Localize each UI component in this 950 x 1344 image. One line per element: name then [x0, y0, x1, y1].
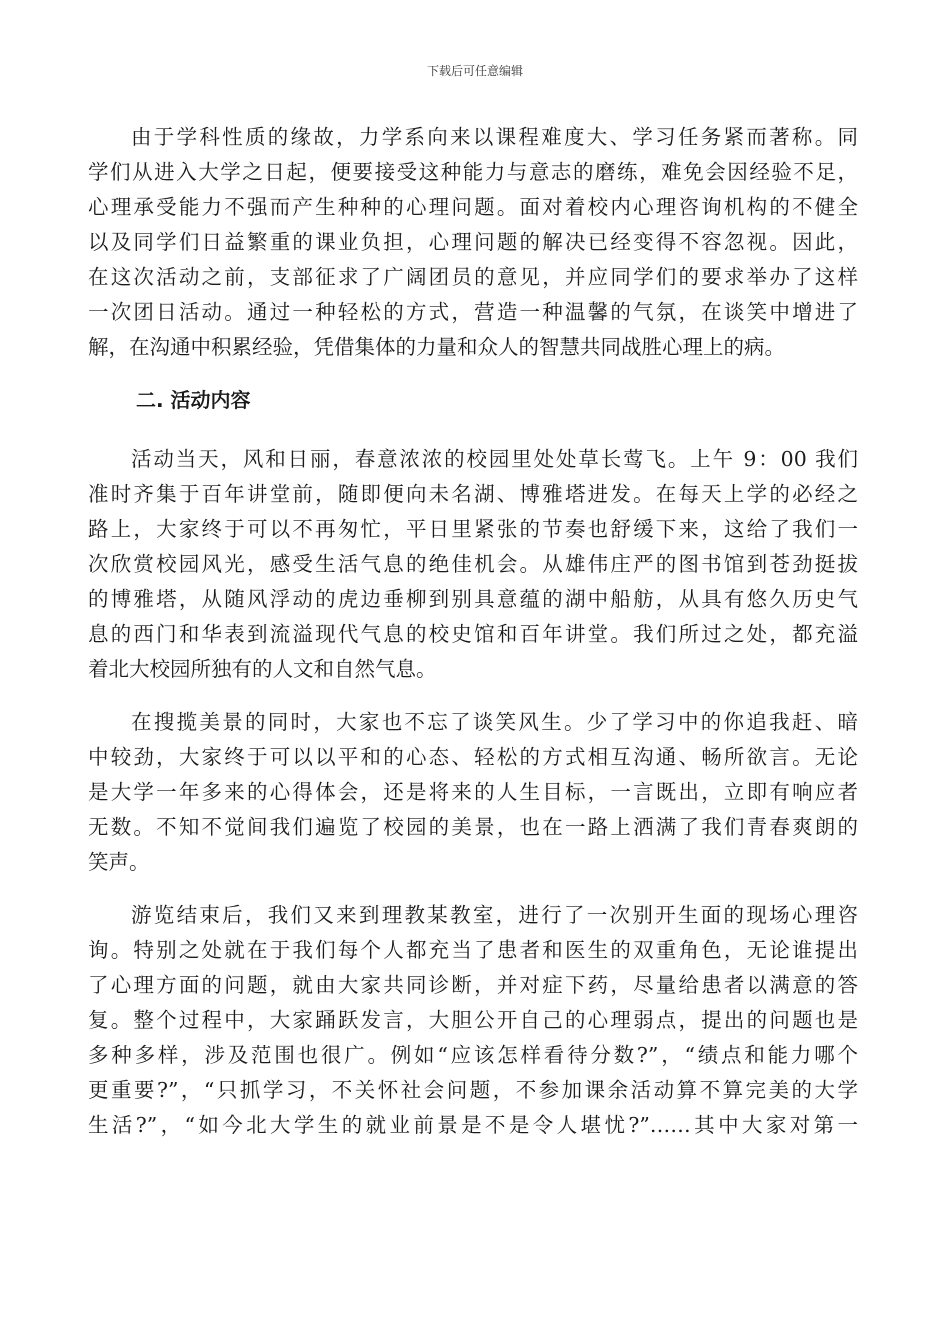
- text-line: 笑声。: [88, 850, 150, 874]
- text-line: 了心理方面的问题，就由大家共同诊断，并对症下药，尽量给患者以满意的答: [88, 973, 858, 997]
- paragraph-activity-day: [88, 442, 858, 687]
- text-line: 以及同学们日益繁重的课业负担，心理问题的解决已经变得不容忽视。因此，: [88, 230, 858, 254]
- text-line: 息的西门和华表到流溢现代气息的校史馆和百年讲堂。我们所过之处，都充溢: [88, 622, 858, 646]
- text-line: 由于学科性质的缘故，力学系向来以课程难度大、学习任务紧而著称。同: [131, 125, 858, 149]
- text-line: 的博雅塔，从随风浮动的虎边垂柳到别具意蕴的湖中船舫，从具有悠久历史气: [88, 587, 858, 611]
- section-heading: 二. 活动内容: [136, 388, 251, 412]
- text-line: 是大学一年多来的心得体会，还是将来的人生目标，一言既出，立即有响应者: [88, 780, 858, 804]
- page-header: 下载后可任意编辑: [426, 64, 523, 78]
- text-line: 询。特别之处就在于我们每个人都充当了患者和医生的双重角色，无论谁提出: [88, 938, 858, 962]
- text-line: 活动当天，风和日丽，春意浓浓的校园里处处草长莺飞。上午 9：00 我们: [131, 447, 858, 471]
- text-line: 路上，大家终于可以不再匆忙，平日里紧张的节奏也舒缓下来，这给了我们一: [88, 517, 858, 541]
- text-line: 解，在沟通中积累经验，凭借集体的力量和众人的智慧共同战胜心理上的病。: [88, 335, 785, 359]
- text-line: 在这次活动之前，支部征求了广阔团员的意见，并应同学们的要求举办了这样: [88, 265, 858, 289]
- text-line: 学们从进入大学之日起，便要接受这种能力与意志的磨练，难免会因经验不足，: [88, 160, 858, 184]
- text-line: 多种多样，涉及范围也很广。例如“应该怎样看待分数?”，“绩点和能力哪个: [88, 1043, 858, 1067]
- paragraph-intro: [88, 120, 858, 365]
- text-line: 生活?”，“如今北大学生的就业前景是不是令人堪忧?”……其中大家对第一: [88, 1113, 858, 1137]
- document-body: [88, 120, 858, 1161]
- text-line: 复。整个过程中，大家踊跃发言，大胆公开自己的心理弱点，提出的问题也是: [88, 1008, 858, 1032]
- text-line: 游览结束后，我们又来到理教某教室，进行了一次别开生面的现场心理咨: [131, 903, 858, 927]
- paragraph-consultation: [88, 898, 858, 1143]
- text-line: 准时齐集于百年讲堂前，随即便向未名湖、博雅塔进发。在每天上学的必经之: [88, 482, 858, 506]
- text-line: 心理承受能力不强而产生种种的心理问题。面对着校内心理咨询机构的不健全: [88, 195, 858, 219]
- text-line: 着北大校园所独有的人文和自然气息。: [88, 657, 437, 681]
- text-line: 无数。不知不觉间我们遍览了校园的美景，也在一路上洒满了我们青春爽朗的: [88, 815, 858, 839]
- text-line: 更重要?”，“只抓学习，不关怀社会问题，不参加课余活动算不算完美的大学: [88, 1078, 858, 1102]
- text-line: 一次团日活动。通过一种轻松的方式，营造一种温馨的气氛，在谈笑中增进了: [88, 300, 858, 324]
- text-line: 中较劲，大家终于可以以平和的心态、轻松的方式相互沟通、畅所欲言。无论: [88, 745, 858, 769]
- paragraph-scenery: [88, 705, 858, 880]
- text-line: 在搜揽美景的同时，大家也不忘了谈笑风生。少了学习中的你追我赶、暗: [131, 710, 858, 734]
- text-line: 次欣赏校园风光，感受生活气息的绝佳机会。从雄伟庄严的图书馆到苍劲挺拔: [88, 552, 858, 576]
